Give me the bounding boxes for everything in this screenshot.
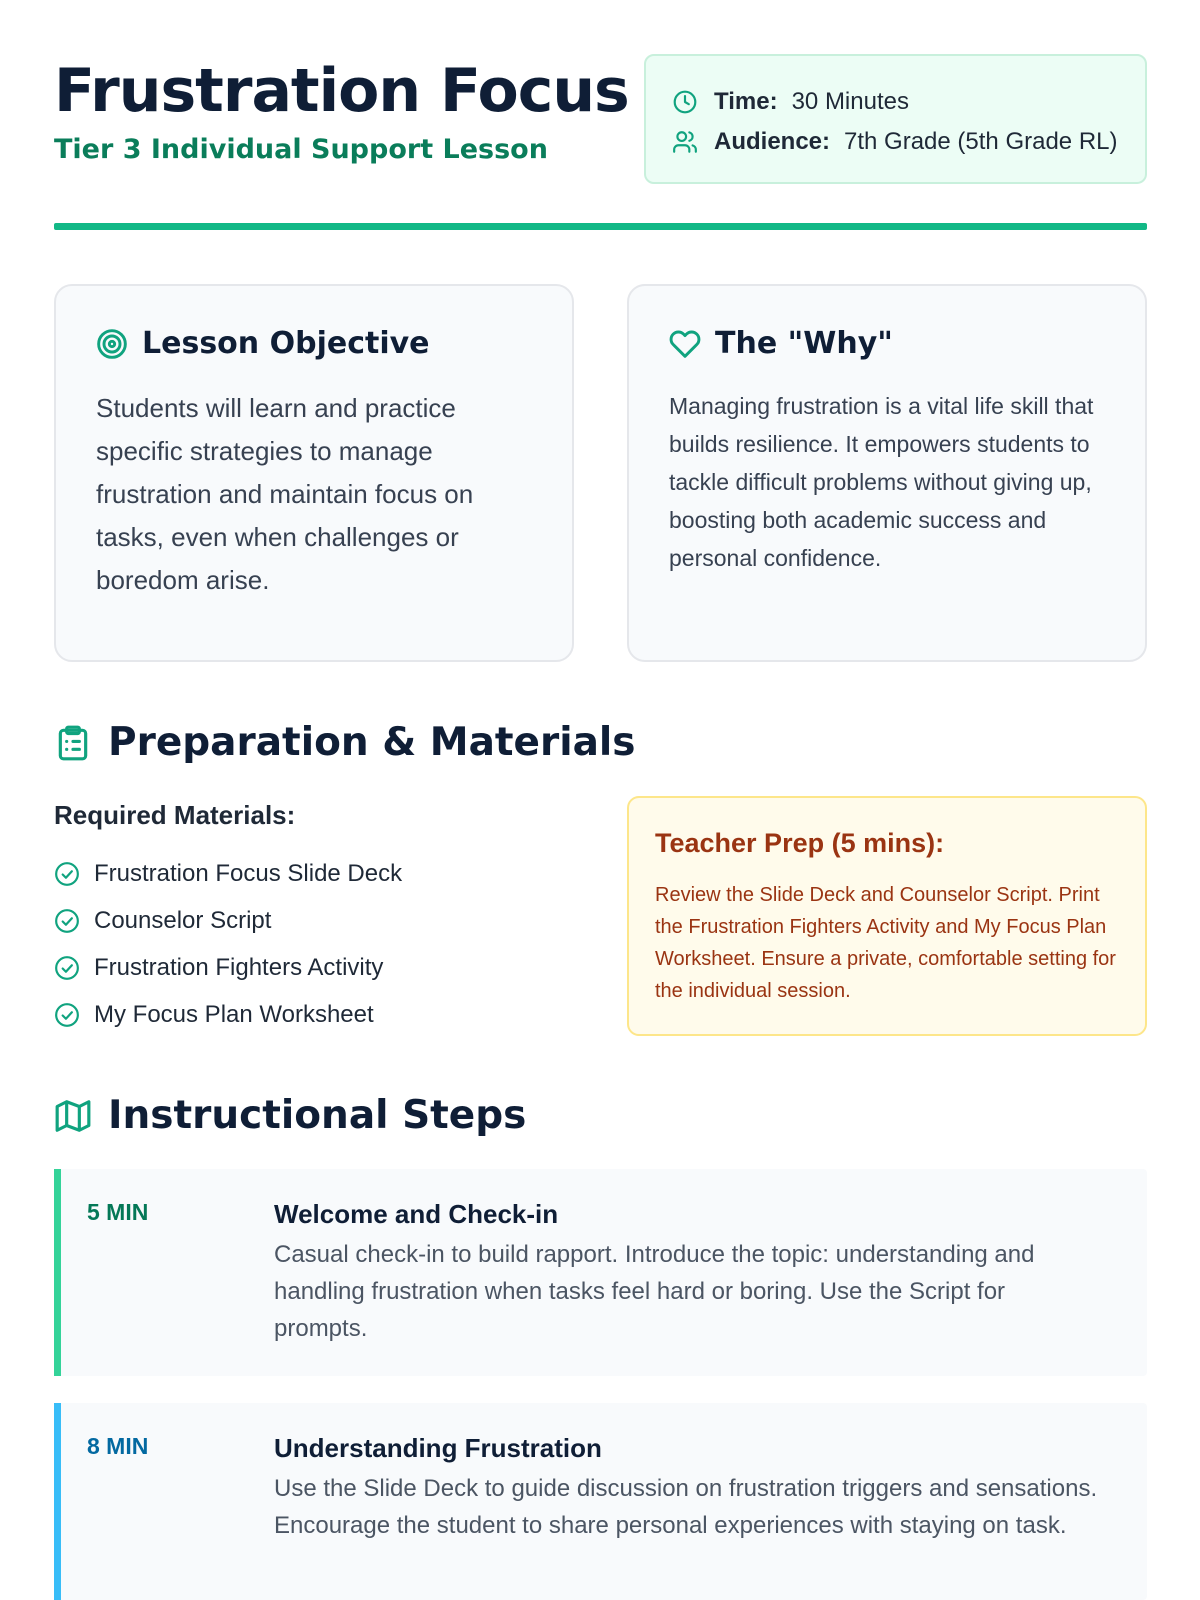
lesson-objective-title: Lesson Objective <box>142 326 430 361</box>
list-item <box>54 944 594 991</box>
step-title: Understanding Frustration <box>274 1433 602 1463</box>
lesson-meta-box <box>644 54 1147 184</box>
steps-section-header <box>54 1093 526 1138</box>
steps-title: Instructional Steps <box>108 1093 527 1138</box>
header <box>54 0 1147 230</box>
users-icon <box>672 129 698 155</box>
teacher-prep-title: Teacher Prep (5 mins): <box>655 828 945 858</box>
check-circle-icon <box>54 1002 80 1028</box>
step-description: Use the Slide Deck to guide discussion on frustration triggers and sensations. Encourage the student to share personal experiences with staying on task. <box>274 1475 1098 1539</box>
materials-list <box>54 850 594 1038</box>
step-card <box>54 1169 1147 1376</box>
step-duration: 5 MIN <box>87 1199 149 1225</box>
list-item <box>54 991 594 1038</box>
time-value: 30 Minutes <box>791 88 909 115</box>
clock-icon <box>672 89 698 115</box>
teacher-prep-text: Review the Slide Deck and Counselor Script. Print the Frustration Fighters Activity and My Focus Plan Worksheet. Ensure a private, comfortable setting for the individual session. <box>655 884 1116 1002</box>
preparation-section-header <box>54 720 636 765</box>
step-duration: 8 MIN <box>87 1433 149 1459</box>
page-title: Frustration Focus <box>54 56 629 126</box>
materials-heading: Required Materials: <box>54 800 296 830</box>
lesson-objective-text: Students will learn and practice specific strategies to manage frustration and maintain focus on tasks, even when challenges or boredom arise. <box>96 393 474 595</box>
material-label: My Focus Plan Worksheet <box>94 1000 374 1028</box>
audience-value: 7th Grade (5th Grade RL) <box>844 128 1118 155</box>
step-card <box>54 1403 1147 1600</box>
check-circle-icon <box>54 861 80 887</box>
material-label: Frustration Focus Slide Deck <box>94 859 403 887</box>
material-label: Frustration Fighters Activity <box>94 953 384 981</box>
check-circle-icon <box>54 955 80 981</box>
page-subtitle: Tier 3 Individual Support Lesson <box>54 134 548 165</box>
lesson-plan-page <box>54 0 1147 1539</box>
check-circle-icon <box>54 908 80 934</box>
map-icon <box>54 1097 92 1135</box>
why-title: The "Why" <box>715 326 893 361</box>
clipboard-list-icon <box>54 724 92 762</box>
audience-row <box>672 122 1119 162</box>
step-title: Welcome and Check-in <box>274 1199 559 1229</box>
step-description: Casual check-in to build rapport. Introduce the topic: understanding and handling frustration when tasks feel hard or boring. Use the Script for prompts. <box>274 1241 1035 1342</box>
why-text: Managing frustration is a vital life skill that builds resilience. It empowers students to tackle difficult problems without giving up, boosting both academic success and personal confidence. <box>669 393 1094 571</box>
preparation-title: Preparation & Materials <box>108 720 636 765</box>
time-label: Time: <box>714 88 778 115</box>
why-card <box>627 284 1147 662</box>
header-divider <box>54 223 1147 230</box>
list-item <box>54 850 594 897</box>
target-icon <box>96 328 128 360</box>
step-accent-bar <box>54 1169 61 1376</box>
lesson-objective-card <box>54 284 574 662</box>
step-accent-bar <box>54 1403 61 1600</box>
audience-label: Audience: <box>714 128 831 155</box>
time-row <box>672 82 1119 122</box>
heart-icon <box>669 328 701 360</box>
teacher-prep-box <box>627 796 1147 1036</box>
list-item <box>54 897 594 944</box>
material-label: Counselor Script <box>94 906 272 934</box>
